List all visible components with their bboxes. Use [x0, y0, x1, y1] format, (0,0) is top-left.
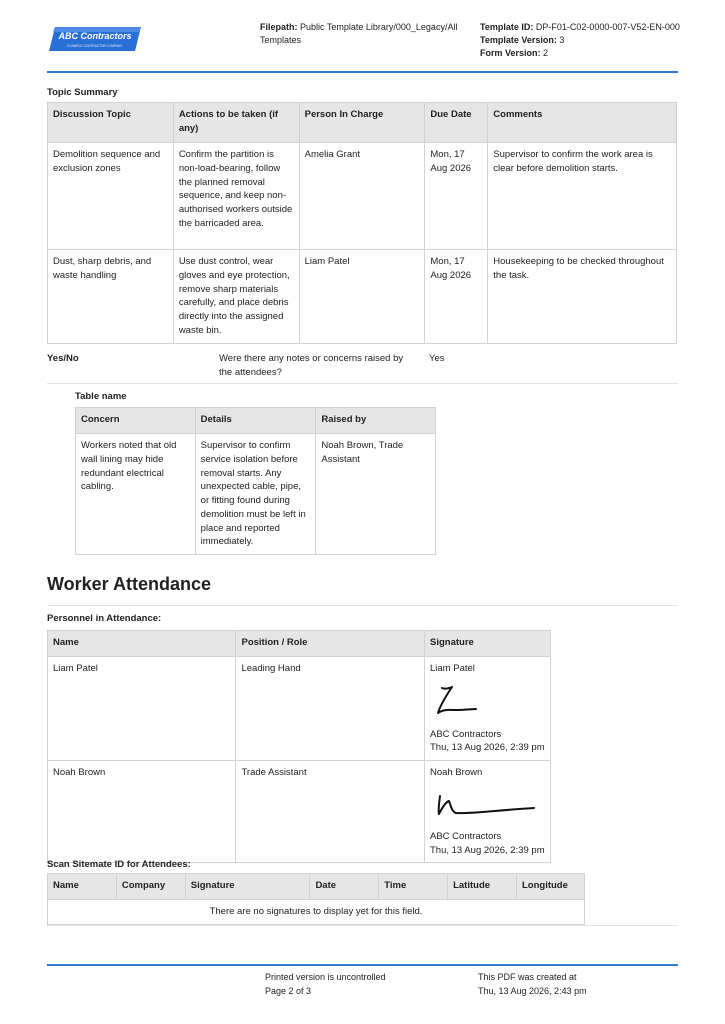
table-cell: Mon, 17 Aug 2026: [425, 143, 488, 250]
table-header-row: [76, 408, 436, 434]
column-header: Date: [310, 874, 379, 900]
row-divider: [47, 605, 678, 606]
svg-text:ABC Contractors: ABC Contractors: [58, 31, 132, 41]
page-number: Page 2 of 3: [265, 985, 312, 996]
column-header: Name: [48, 874, 117, 900]
personnel-table: [47, 630, 551, 863]
table-cell: Liam Patel: [299, 250, 425, 344]
signature-date: Thu, 13 Aug 2026, 2:39 pm: [430, 742, 545, 754]
table-row: [48, 143, 677, 250]
column-header: Position / Role: [236, 631, 425, 657]
table-cell: Mon, 17 Aug 2026: [425, 250, 488, 344]
table-header-row: [48, 103, 677, 143]
table-cell: Use dust control, wear gloves and eye protection, remove sharp materials carefully, and place debris directly into the assigned waste bin.: [173, 250, 299, 344]
scan-sitemate-table: [47, 873, 585, 925]
yes-no-label: Yes/No: [47, 353, 79, 364]
yes-no-answer: Yes: [429, 353, 445, 364]
table-row: [48, 899, 585, 924]
topic-summary-table: [47, 102, 677, 344]
page-header: [47, 18, 678, 60]
row-divider: [47, 383, 678, 384]
table-cell: Amelia Grant: [299, 143, 425, 250]
signature-company: ABC Contractors: [430, 830, 502, 842]
table-cell: Noah Brown, Trade Assistant: [316, 434, 436, 555]
created-label: This PDF was created at: [478, 972, 577, 982]
signature-name: Noah Brown: [430, 767, 483, 779]
column-header: Company: [116, 874, 185, 900]
attendee-name: Noah Brown: [48, 761, 236, 863]
template-meta: Template ID: DP-F01-C02-0000-007-V52-EN-000 Template Version: 3 Form Version: 2: [480, 22, 680, 59]
svg-text:EXAMPLE CONTRACTOR COMPANY: EXAMPLE CONTRACTOR COMPANY: [67, 44, 123, 48]
signature-cell: [425, 656, 551, 760]
section-title: Worker Attendance: [47, 574, 212, 594]
table-row: [48, 761, 551, 863]
empty-state-message: There are no signatures to display yet for this field.: [48, 899, 585, 924]
company-logo: [49, 26, 139, 50]
filepath: Filepath: Public Template Library/000_Legacy/All Templates: [260, 22, 458, 46]
table-row: [48, 656, 551, 760]
column-header: Details: [195, 408, 316, 434]
signature-cell: [425, 761, 551, 863]
column-header: Person In Charge: [299, 103, 425, 143]
signature-image: [430, 786, 540, 824]
table-cell: Workers noted that old wall lining may hide redundant electrical cabling.: [76, 434, 196, 555]
column-header: Concern: [76, 408, 196, 434]
concerns-table: [75, 407, 436, 555]
attendee-name: Liam Patel: [48, 656, 236, 760]
uncontrolled-notice: Printed version is uncontrolled: [265, 972, 386, 982]
attendee-role: Trade Assistant: [236, 761, 425, 863]
table-cell: Demolition sequence and exclusion zones: [48, 143, 174, 250]
signature-name: Liam Patel: [430, 662, 475, 674]
column-header: Signature: [185, 874, 310, 900]
yes-no-question: Were there any notes or concerns raised by the attendees?: [219, 353, 404, 378]
table-cell: Dust, sharp debris, and waste handling: [48, 250, 174, 344]
table-row: [76, 434, 436, 555]
column-header: Name: [48, 631, 236, 657]
concerns-table-label: Table name: [75, 391, 127, 402]
table-cell: Supervisor to confirm service isolation before removal starts. Any unexpected cable, pipe, or fitting found during demolition must be left in place and reported immediately.: [195, 434, 316, 555]
table-cell: Supervisor to confirm the work area is clear before demolition starts.: [488, 143, 677, 250]
created-timestamp: Thu, 13 Aug 2026, 2:43 pm: [478, 985, 587, 996]
topic-summary-label: Topic Summary: [47, 87, 118, 98]
scan-sitemate-label: Scan Sitemate ID for Attendees:: [47, 859, 191, 870]
signature-date: Thu, 13 Aug 2026, 2:39 pm: [430, 844, 545, 856]
footer-divider: [47, 964, 678, 966]
column-header: Due Date: [425, 103, 488, 143]
column-header: Longitude: [516, 874, 584, 900]
table-cell: Housekeeping to be checked throughout the task.: [488, 250, 677, 344]
attendee-role: Leading Hand: [236, 656, 425, 760]
header-divider: [47, 71, 678, 73]
column-header: Signature: [425, 631, 551, 657]
column-header: Discussion Topic: [48, 103, 174, 143]
column-header: Comments: [488, 103, 677, 143]
footer-right: [478, 971, 587, 998]
column-header: Latitude: [448, 874, 517, 900]
table-header-row: [48, 631, 551, 657]
signature-company: ABC Contractors: [430, 728, 502, 740]
footer-left: [265, 971, 386, 998]
column-header: Time: [379, 874, 448, 900]
table-row: [48, 250, 677, 344]
table-cell: Confirm the partition is non-load-bearing, follow the planned removal sequence, and keep non-authorised workers outside the barricaded area.: [173, 143, 299, 250]
personnel-label: Personnel in Attendance:: [47, 613, 162, 624]
signature-image: [430, 682, 530, 722]
column-header: Actions to be taken (if any): [173, 103, 299, 143]
row-divider: [47, 925, 678, 926]
table-header-row: [48, 874, 585, 900]
column-header: Raised by: [316, 408, 436, 434]
